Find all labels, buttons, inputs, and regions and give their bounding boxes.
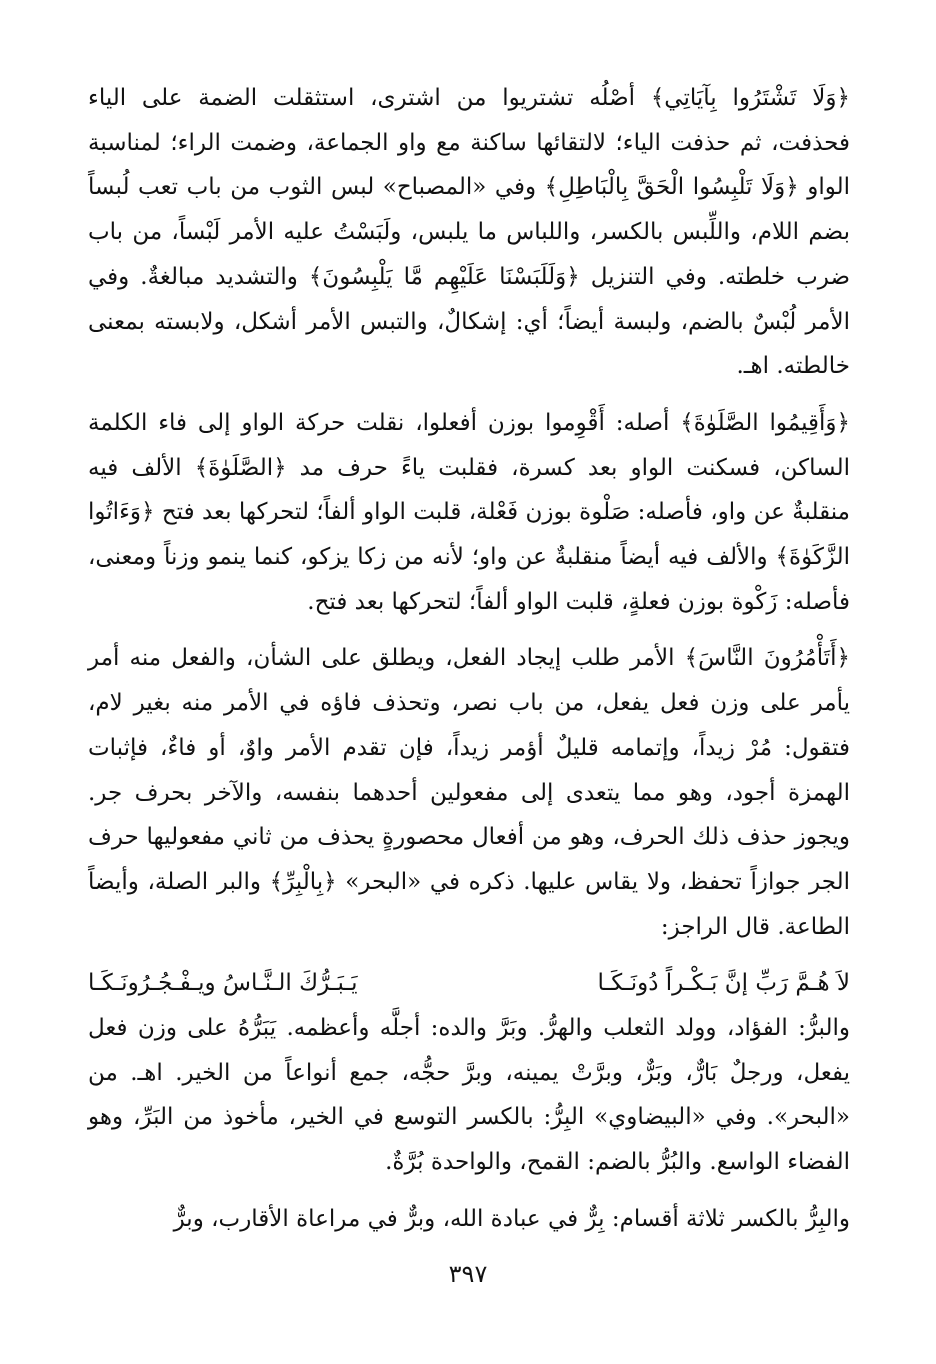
- paragraph-1: ﴿وَلَا تَشْتَرُوا بِآيَاتِي﴾ أصْلُه تشتريوا من اشترى، استثقلت الضمة على الياء فحذفت، ثم حذفت الياء؛ لالتقائها ساكنة مع واو الجماعة، وضمت الراء؛ لمناسبة الواو ﴿وَلَا تَلْبِسُوا الْحَقَّ بِالْبَاطِلِ﴾ وفي «المصباح» لبس الثوب من باب تعب لُبساً بضم اللام، واللِّبس بالكسر، واللباس ما يلبس، ولَبَسْتُ عليه الأمر لَبْساً، من باب ضرب خلطته. وفي التنزيل ﴿وَلَلَبَسْنَا عَلَيْهِم مَّا يَلْبِسُونَ﴾ والتشديد مبالغةٌ. وفي الأمر لُبْسٌ بالضم، ولبسة أيضاً؛ أي: إشكالٌ، والتبس الأمر أشكل، ولابسته بمعنى خالطته. اهـ.: [88, 85, 850, 380]
- paragraph-2: ﴿وَأَقِيمُوا الصَّلَوٰةَ﴾ أصله: أَقْوِموا بوزن أفعلوا، نقلت حركة الواو إلى فاء الكلمة الساكن، فسكنت الواو بعد كسرة، فقلبت ياءً حرف مد ﴿الصَّلَوٰةَ﴾ الألف فيه منقلبةٌ عن واو، فأصله: صَلْوة بوزن فَعْلة، قلبت الواو ألفاً؛ لتحركها بعد فتح ﴿وَءَاتُوا الزَّكَوٰةَ﴾ والألف فيه أيضاً منقلبةٌ عن واو؛ لأنه من زكا يزكو، كنما ينمو وزناً ومعنى، فأصله: زَكْوة بوزن فعلةٍ، قلبت الواو ألفاً؛ لتحركها بعد فتح.: [88, 409, 850, 615]
- poetry-verse: [88, 961, 850, 1006]
- paragraph-3: ﴿أَتَأْمُرُونَ النَّاسَ﴾ الأمر طلب إيجاد الفعل، ويطلق على الشأن، والفعل منه أمر يأمر على وزن فعل يفعل، من باب نصر، وتحذف فاؤه في الأمر منه بغير لام، فتقول: مُرْ زيداً، وإتمامه قليلٌ أؤمر زيداً، فإن تقدم الأمر واوٌ، أو فاءٌ، فإثبات الهمزة أجود، وهو مما يتعدى إلى مفعولين أحدهما بنفسه، والآخر بحرف جر. ويجوز حذف ذلك الحرف، وهو من أفعال محصورةٍ يحذف من ثاني مفعوليها حرف الجر جوازاً تحفظ، ولا يقاس عليها. ذكره في «البحر» ﴿بِالْبِرِّ﴾ والبر الصلة، وأيضاً الطاعة. قال الراجز:: [88, 645, 850, 940]
- page-number: ٣٩٧: [448, 1260, 488, 1288]
- paragraph-5: والبِرُّ بالكسر ثلاثة أقسام: بِرٌّ في عبادة الله، وبرٌّ في مراعاة الأقارب، وبرٌّ: [173, 1205, 850, 1232]
- paragraph-4: والبرُّ: الفؤاد، وولد الثعلب والهرُّ. وبَرَّ والده: أجلَّه وأعظمه. يَبَرُّهُ على وزن فعل يفعل، ورجلٌ بَارٌّ، وبَرٌّ، وبرَّتْ يمينه، وبرَّ حجُّه، جمع أنواعاً من الخير. اهـ. من «البحر». وفي «البيضاوي» البِرُّ: بالكسر التوسع في الخير، مأخوذ من البَرِّ، وهو الفضاء الواسع. والبُرُّ بالضم: القمح، والواحدة بُرَّةٌ.: [88, 1015, 850, 1176]
- verse-hemistich-1: لاَ هُـمَّ رَبِّ إنَّ بَـكْـراً دُونَـكَـا: [597, 970, 850, 997]
- verse-hemistich-2: يَـبَـرُّكَ الـنَّـاسُ ويـفْـجُـرُونَـكَـا: [88, 970, 358, 997]
- page-body: [88, 76, 850, 1276]
